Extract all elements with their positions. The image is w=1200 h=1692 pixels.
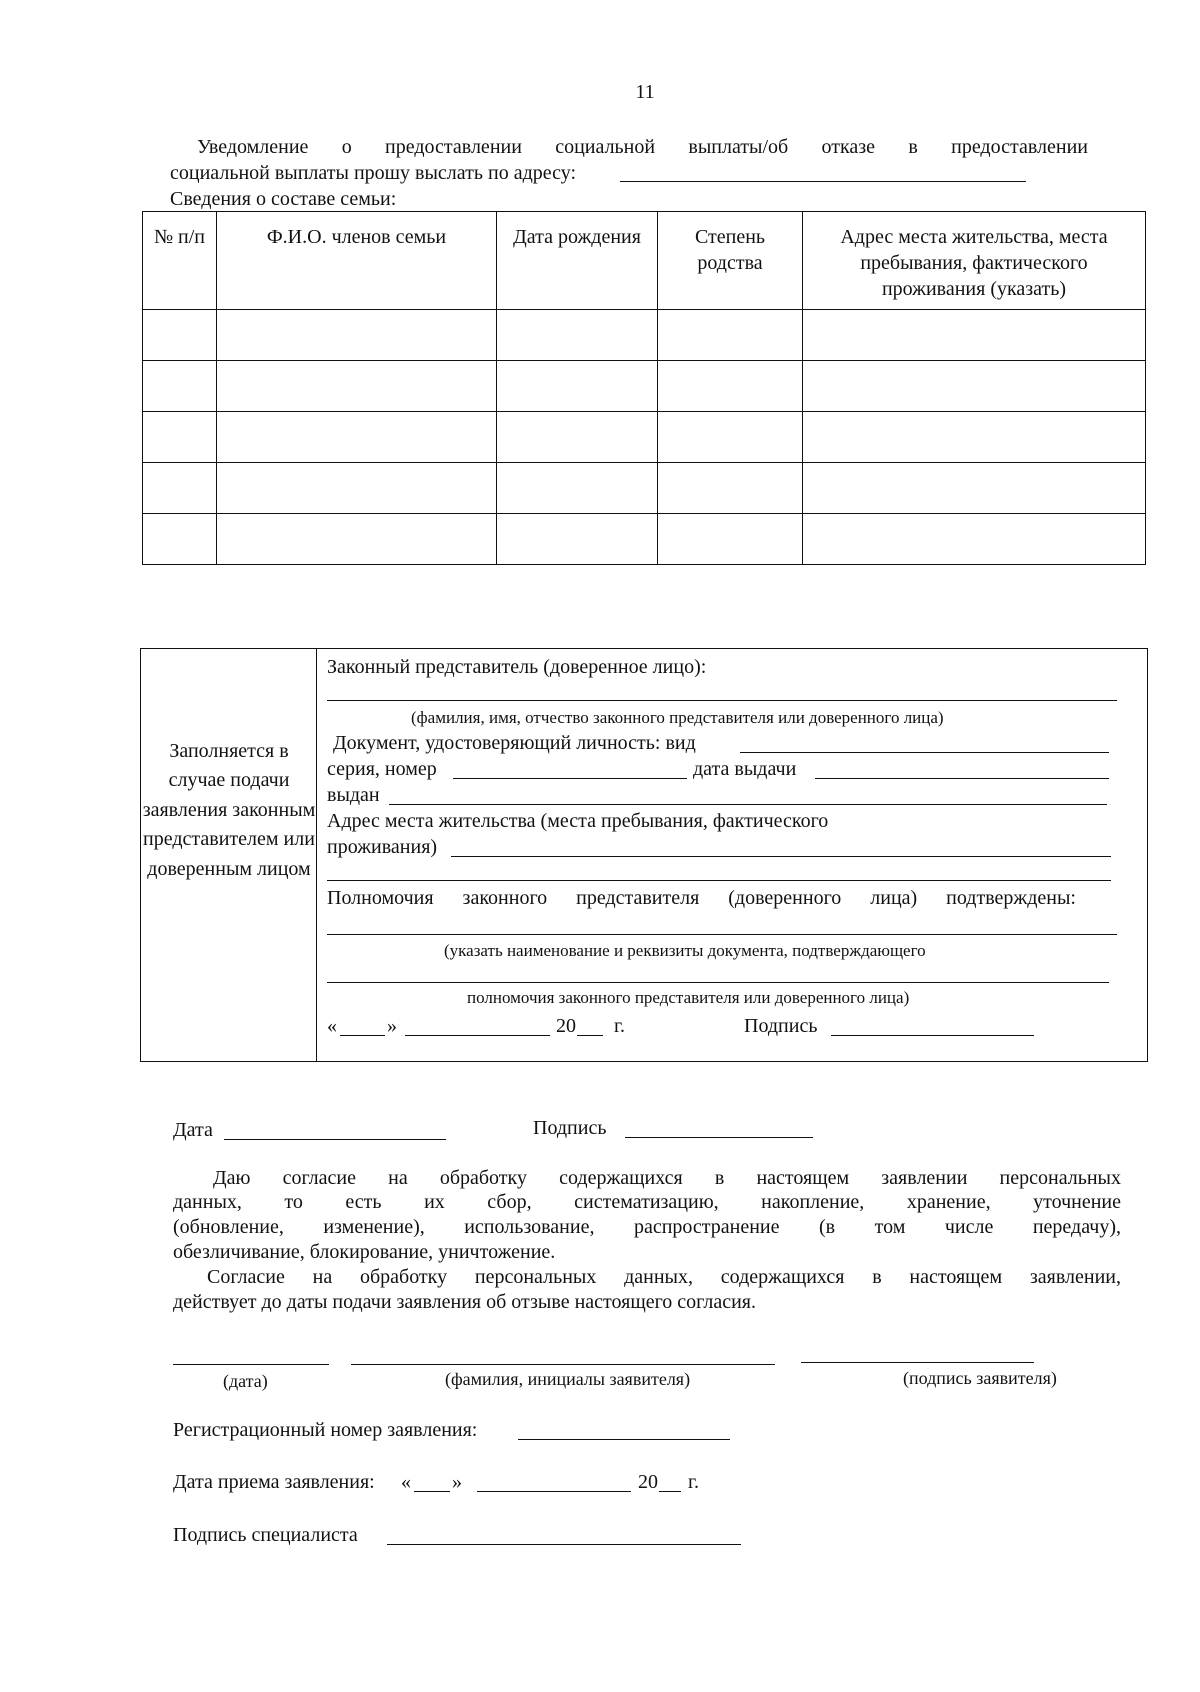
- consent-p1-line-4: обезличивание, блокирование, уничтожение.: [173, 1241, 556, 1263]
- representative-doc-label: Документ, удостоверяющий личность: вид: [333, 732, 696, 754]
- notice-line-1: Уведомление о предоставлении социальной выплаты/об отказе в предоставлении: [197, 136, 1088, 158]
- accept-month-field[interactable]: [477, 1491, 631, 1492]
- representative-signature-label: Подпись: [744, 1015, 818, 1037]
- table-cell[interactable]: [658, 514, 803, 565]
- signature-label: Подпись: [533, 1117, 607, 1139]
- page-number: 11: [635, 81, 655, 103]
- table-cell[interactable]: [217, 361, 497, 412]
- representative-issued-by-field[interactable]: [389, 804, 1107, 805]
- col-number: № п/п: [143, 212, 217, 310]
- family-table-header: [143, 212, 1146, 310]
- representative-fio-field[interactable]: [327, 700, 1117, 701]
- notice-line-2: социальной выплаты прошу выслать по адресу:: [170, 162, 577, 184]
- representative-issue-date-field[interactable]: [815, 778, 1109, 779]
- consent-p2-line-1: Согласие на обработку персональных данных, содержащихся в настоящем заявлении,: [207, 1266, 1121, 1288]
- col-birth-date: Дата рождения: [497, 212, 658, 310]
- representative-doc-type-field[interactable]: [740, 752, 1109, 753]
- representative-address-field-2[interactable]: [327, 880, 1111, 881]
- representative-year-field[interactable]: [577, 1035, 603, 1036]
- table-cell[interactable]: [803, 514, 1146, 565]
- table-cell[interactable]: [658, 361, 803, 412]
- table-cell[interactable]: [217, 310, 497, 361]
- applicant-signature-field[interactable]: [801, 1362, 1034, 1363]
- table-row: [143, 310, 1146, 361]
- table-cell[interactable]: [658, 412, 803, 463]
- table-row: [143, 412, 1146, 463]
- representative-series-field[interactable]: [453, 778, 687, 779]
- table-cell[interactable]: [143, 361, 217, 412]
- representative-fio-hint: (фамилия, имя, отчество законного представителя или доверенного лица): [411, 708, 944, 727]
- table-cell[interactable]: [143, 310, 217, 361]
- representative-note: Заполняется в случае подачи заявления законным представителем или доверенным лицом: [142, 740, 316, 880]
- representative-address-line-2: проживания): [327, 836, 438, 858]
- accept-date-open-quote: «: [401, 1471, 411, 1493]
- representative-day-field[interactable]: [340, 1035, 385, 1036]
- table-cell[interactable]: [803, 412, 1146, 463]
- table-cell[interactable]: [658, 310, 803, 361]
- accept-year-suffix: г.: [688, 1471, 699, 1493]
- representative-powers-field[interactable]: [327, 934, 1117, 935]
- consent-p2-line-2: действует до даты подачи заявления об отзыве настоящего согласия.: [173, 1291, 757, 1313]
- representative-series-label: серия, номер: [327, 758, 437, 780]
- table-cell[interactable]: [803, 361, 1146, 412]
- table-cell[interactable]: [497, 412, 658, 463]
- col-fio: Ф.И.О. членов семьи: [217, 212, 497, 310]
- accept-date-label: Дата приема заявления:: [173, 1471, 375, 1493]
- table-cell[interactable]: [143, 463, 217, 514]
- applicant-name-field[interactable]: [351, 1364, 775, 1365]
- table-cell[interactable]: [497, 463, 658, 514]
- table-cell[interactable]: [217, 412, 497, 463]
- representative-signature-field[interactable]: [831, 1035, 1034, 1036]
- consent-p1-line-1: Даю согласие на обработку содержащихся в настоящем заявлении персональных: [213, 1167, 1121, 1189]
- applicant-date-field[interactable]: [173, 1364, 329, 1365]
- table-cell[interactable]: [497, 361, 658, 412]
- date-field[interactable]: [224, 1139, 446, 1140]
- accept-year-field[interactable]: [659, 1491, 681, 1492]
- table-cell[interactable]: [217, 514, 497, 565]
- table-row: [143, 514, 1146, 565]
- table-row: [143, 361, 1146, 412]
- representative-month-field[interactable]: [405, 1035, 550, 1036]
- representative-date-close-quote: »: [387, 1015, 397, 1037]
- specialist-signature-label: Подпись специалиста: [173, 1524, 358, 1546]
- representative-title: Законный представитель (доверенное лицо):: [327, 656, 707, 678]
- representative-date-open-quote: «: [327, 1015, 337, 1037]
- representative-year-suffix: г.: [614, 1015, 625, 1037]
- table-cell[interactable]: [217, 463, 497, 514]
- representative-issue-date-label: дата выдачи: [693, 758, 797, 780]
- table-cell[interactable]: [803, 310, 1146, 361]
- accept-date-close-quote: »: [452, 1471, 462, 1493]
- registration-number-label: Регистрационный номер заявления:: [173, 1419, 478, 1441]
- consent-p1-line-2: данных, то есть их сбор, систематизацию, накопление, хранение, уточнение: [173, 1191, 1121, 1213]
- accept-day-field[interactable]: [414, 1491, 450, 1492]
- representative-left-cell: [141, 649, 317, 1061]
- col-relation: Степень родства: [658, 212, 803, 310]
- table-cell[interactable]: [143, 412, 217, 463]
- applicant-signature-hint: (подпись заявителя): [903, 1368, 1057, 1388]
- table-cell[interactable]: [497, 514, 658, 565]
- family-table: [142, 211, 1146, 565]
- representative-powers-label: Полномочия законного представителя (доверенного лица) подтверждены:: [327, 887, 1076, 909]
- representative-powers-field-2[interactable]: [327, 982, 1109, 983]
- specialist-signature-field[interactable]: [387, 1544, 741, 1545]
- signature-field[interactable]: [625, 1137, 813, 1138]
- registration-number-field[interactable]: [518, 1439, 730, 1440]
- date-label: Дата: [173, 1119, 213, 1141]
- applicant-date-hint: (дата): [223, 1371, 268, 1391]
- accept-year-prefix: 20: [638, 1471, 658, 1493]
- table-cell[interactable]: [658, 463, 803, 514]
- consent-p1-line-3: (обновление, изменение), использование, распространение (в том числе передачу),: [173, 1216, 1121, 1238]
- notice-address-field[interactable]: [620, 181, 1026, 182]
- representative-powers-hint-2: полномочия законного представителя или доверенного лица): [467, 988, 910, 1007]
- representative-issued-by-label: выдан: [327, 784, 380, 806]
- applicant-name-hint: (фамилия, инициалы заявителя): [445, 1369, 691, 1389]
- representative-address-field[interactable]: [451, 856, 1111, 857]
- table-cell[interactable]: [497, 310, 658, 361]
- representative-year-prefix: 20: [556, 1015, 576, 1037]
- table-cell[interactable]: [143, 514, 217, 565]
- family-title: Сведения о составе семьи:: [170, 188, 397, 210]
- col-address: Адрес места жительства, места пребывания, фактического проживания (указать): [803, 212, 1146, 310]
- table-cell[interactable]: [803, 463, 1146, 514]
- representative-powers-hint-1: (указать наименование и реквизиты документа, подтверждающего: [444, 941, 926, 960]
- representative-address-line-1: Адрес места жительства (места пребывания, фактического: [327, 810, 829, 832]
- table-row: [143, 463, 1146, 514]
